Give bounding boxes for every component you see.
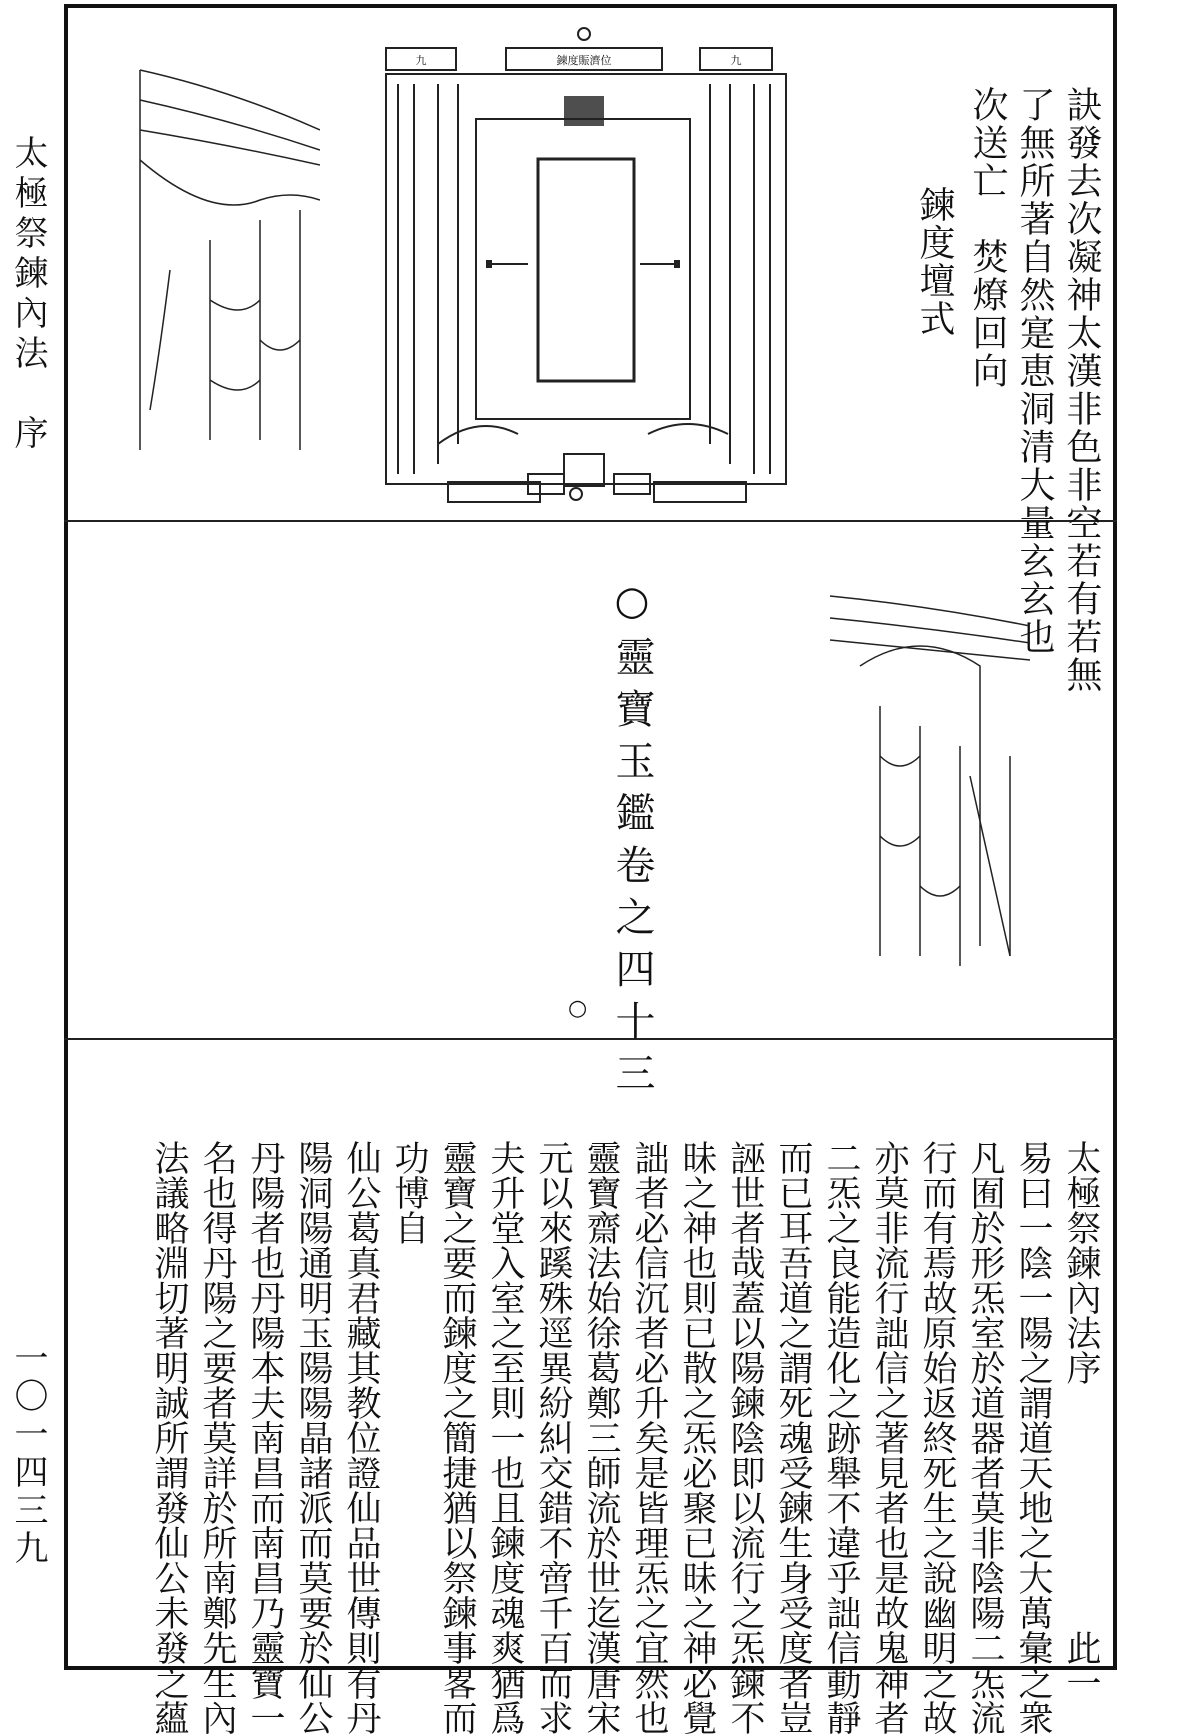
preface-column: 法議略淵切著明誠所謂發仙公未發之蘊 (149, 1140, 189, 1735)
banner-center: 鍊度賑濟位 (556, 54, 612, 67)
margin-book-title: 太極祭鍊內法 序 (8, 135, 48, 455)
preface-column: 亦莫非流行詘信之著見者也是故鬼神者 (869, 1140, 909, 1735)
banner-left: 九 (415, 54, 427, 67)
section-end-circle: ○ (568, 996, 588, 1021)
upper-column-2: 了無所著自然寔恵洞清大量玄玄也 (1014, 86, 1055, 656)
ritual-flow-diagram-middle (820, 556, 1040, 1006)
upper-column-1: 訣發去次凝神太漢非色非空若有若無 (1061, 86, 1102, 694)
volume-title: ○靈寶玉鑑卷之四十三 (609, 578, 655, 1104)
preface-column: 靈寶之要而鍊度之簡捷猶以祭鍊事畧而 (437, 1140, 477, 1735)
banner-right: 九 (730, 54, 742, 67)
preface-text-block (145, 1140, 1105, 1735)
preface-column: 凡囿於形炁室於道器者莫非陰陽二炁流 (965, 1140, 1005, 1735)
preface-column: 二炁之良能造化之跡舉不違乎詘信動靜 (821, 1140, 861, 1735)
upper-text-block (911, 86, 1105, 694)
margin-page-number: 一〇一四三九 (8, 1340, 48, 1568)
preface-column: 元以來蹊殊逕異紛糾交錯不啻千百而求 (533, 1140, 573, 1735)
preface-title-column: 太極祭鍊內法序 此一 (1061, 1140, 1101, 1700)
preface-column: 行而有焉故原始返終死生之說幽明之故 (917, 1140, 957, 1735)
preface-column: 昧之神也則已散之炁必聚已昧之神必覺 (677, 1140, 717, 1735)
divider-lower (64, 1038, 1117, 1040)
altar-diagram-title: 鍊度壇式 (914, 186, 955, 338)
preface-column: 靈寶齋法始徐葛鄭三師流於世迄漢唐宋 (581, 1140, 621, 1735)
preface-column: 詘者必信沉者必升矣是皆理炁之宜然也 (629, 1140, 669, 1735)
preface-column: 夫升堂入室之至則一也且鍊度魂爽猶爲 (485, 1140, 525, 1735)
preface-column: 功博自 (389, 1140, 429, 1245)
preface-column: 而已耳吾道之謂死魂受鍊生身受度者豈 (773, 1140, 813, 1735)
preface-column: 陽洞陽通明玉陽陽晶諸派而莫要於仙公 (293, 1140, 333, 1735)
preface-column: 易曰一陰一陽之謂道天地之大萬彙之衆 (1013, 1140, 1053, 1735)
preface-column: 仙公葛真君藏其教位證仙品世傳則有丹 (341, 1140, 381, 1735)
preface-column: 丹陽者也丹陽本夫南昌而南昌乃靈寶一 (245, 1140, 285, 1735)
preface-column: 名也得丹陽之要者莫詳於所南鄭先生內 (197, 1140, 237, 1735)
altar-layout-diagram (378, 24, 802, 512)
preface-column: 誣世者哉蓋以陽鍊陰即以流行之炁鍊不 (725, 1140, 765, 1735)
upper-column-3: 次送亡 焚燎回向 (967, 86, 1008, 390)
ritual-flow-diagram-upper (120, 40, 320, 490)
